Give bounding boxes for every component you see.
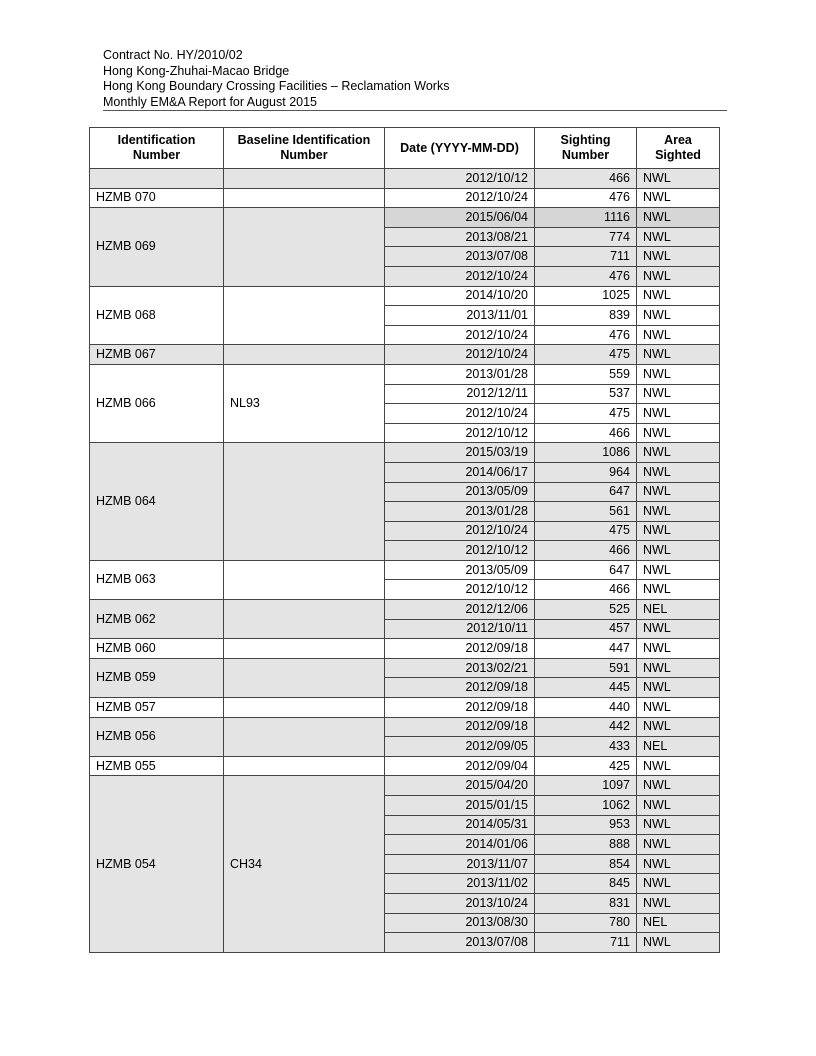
baseline-id-cell bbox=[224, 560, 385, 599]
identification-number-cell: HZMB 054 bbox=[90, 776, 224, 952]
sighting-number-cell: 537 bbox=[535, 384, 637, 404]
area-cell: NWL bbox=[637, 776, 720, 796]
baseline-id-cell bbox=[224, 658, 385, 697]
sighting-number-cell: 466 bbox=[535, 423, 637, 443]
area-cell: NWL bbox=[637, 933, 720, 953]
date-cell: 2012/10/24 bbox=[385, 325, 535, 345]
area-cell: NWL bbox=[637, 364, 720, 384]
table-row bbox=[90, 756, 720, 776]
report-title: Monthly EM&A Report for August 2015 bbox=[103, 94, 318, 109]
area-cell: NWL bbox=[637, 619, 720, 639]
area-cell: NWL bbox=[637, 384, 720, 404]
date-cell: 2013/02/21 bbox=[385, 658, 535, 678]
date-cell: 2014/01/06 bbox=[385, 835, 535, 855]
date-cell: 2013/01/28 bbox=[385, 502, 535, 522]
area-cell: NWL bbox=[637, 227, 720, 247]
sighting-table bbox=[89, 127, 720, 953]
col-header-sighting-number: Sighting Number bbox=[535, 128, 637, 169]
area-cell: NWL bbox=[637, 854, 720, 874]
sighting-number-cell: 831 bbox=[535, 893, 637, 913]
sighting-number-cell: 559 bbox=[535, 364, 637, 384]
date-cell: 2012/10/12 bbox=[385, 580, 535, 600]
table-row bbox=[90, 658, 720, 678]
baseline-id-cell bbox=[224, 717, 385, 756]
sighting-number-cell: 466 bbox=[535, 580, 637, 600]
area-cell: NWL bbox=[637, 462, 720, 482]
area-cell: NWL bbox=[637, 247, 720, 267]
baseline-id-cell bbox=[224, 639, 385, 659]
table-row bbox=[90, 560, 720, 580]
sighting-number-cell: 591 bbox=[535, 658, 637, 678]
sighting-number-cell: 447 bbox=[535, 639, 637, 659]
table-row bbox=[90, 776, 720, 796]
identification-number-cell: HZMB 070 bbox=[90, 188, 224, 208]
identification-number-cell: HZMB 062 bbox=[90, 600, 224, 639]
area-cell: NWL bbox=[637, 874, 720, 894]
date-cell: 2013/07/08 bbox=[385, 247, 535, 267]
sighting-number-cell: 839 bbox=[535, 306, 637, 326]
date-cell: 2012/12/11 bbox=[385, 384, 535, 404]
contract-number: Contract No. HY/2010/02 bbox=[103, 48, 243, 62]
area-cell: NWL bbox=[637, 560, 720, 580]
facility-name: Hong Kong Boundary Crossing Facilities – Reclamation Works bbox=[103, 79, 450, 93]
document-header bbox=[103, 48, 727, 110]
area-cell: NWL bbox=[637, 423, 720, 443]
area-cell: NWL bbox=[637, 835, 720, 855]
area-cell: NWL bbox=[637, 658, 720, 678]
sighting-number-cell: 647 bbox=[535, 560, 637, 580]
table-row bbox=[90, 286, 720, 306]
sighting-number-cell: 888 bbox=[535, 835, 637, 855]
sighting-number-cell: 1116 bbox=[535, 208, 637, 228]
table-body bbox=[90, 169, 720, 953]
area-cell: NWL bbox=[637, 325, 720, 345]
identification-number-cell: HZMB 067 bbox=[90, 345, 224, 365]
date-cell: 2012/10/24 bbox=[385, 521, 535, 541]
project-name: Hong Kong-Zhuhai-Macao Bridge bbox=[103, 63, 290, 78]
area-cell: NEL bbox=[637, 913, 720, 933]
identification-number-cell bbox=[90, 169, 224, 189]
date-cell: 2013/07/08 bbox=[385, 933, 535, 953]
date-cell: 2012/10/12 bbox=[385, 423, 535, 443]
table-row bbox=[90, 188, 720, 208]
col-header-date: Date (YYYY-MM-DD) bbox=[385, 128, 535, 169]
sighting-number-cell: 476 bbox=[535, 266, 637, 286]
area-cell: NWL bbox=[637, 698, 720, 718]
date-cell: 2012/10/24 bbox=[385, 266, 535, 286]
area-cell: NWL bbox=[637, 893, 720, 913]
area-cell: NWL bbox=[637, 306, 720, 326]
sighting-number-cell: 457 bbox=[535, 619, 637, 639]
area-cell: NWL bbox=[637, 188, 720, 208]
sighting-number-cell: 475 bbox=[535, 345, 637, 365]
date-cell: 2014/05/31 bbox=[385, 815, 535, 835]
date-cell: 2015/06/04 bbox=[385, 208, 535, 228]
date-cell: 2015/01/15 bbox=[385, 796, 535, 816]
table-row bbox=[90, 208, 720, 228]
date-cell: 2013/05/09 bbox=[385, 560, 535, 580]
sighting-number-cell: 440 bbox=[535, 698, 637, 718]
sighting-number-cell: 854 bbox=[535, 854, 637, 874]
baseline-id-cell bbox=[224, 169, 385, 189]
area-cell: NWL bbox=[637, 208, 720, 228]
date-cell: 2012/10/24 bbox=[385, 404, 535, 424]
sighting-number-cell: 425 bbox=[535, 756, 637, 776]
date-cell: 2013/11/07 bbox=[385, 854, 535, 874]
date-cell: 2012/10/12 bbox=[385, 169, 535, 189]
area-cell: NWL bbox=[637, 404, 720, 424]
sighting-number-cell: 1062 bbox=[535, 796, 637, 816]
baseline-id-cell bbox=[224, 345, 385, 365]
area-cell: NWL bbox=[637, 345, 720, 365]
sighting-number-cell: 466 bbox=[535, 541, 637, 561]
area-cell: NWL bbox=[637, 639, 720, 659]
sighting-number-cell: 475 bbox=[535, 404, 637, 424]
area-cell: NWL bbox=[637, 580, 720, 600]
area-cell: NWL bbox=[637, 541, 720, 561]
sighting-number-cell: 711 bbox=[535, 933, 637, 953]
date-cell: 2013/08/21 bbox=[385, 227, 535, 247]
baseline-id-cell: CH34 bbox=[224, 776, 385, 952]
identification-number-cell: HZMB 063 bbox=[90, 560, 224, 599]
date-cell: 2012/10/12 bbox=[385, 541, 535, 561]
identification-number-cell: HZMB 069 bbox=[90, 208, 224, 286]
baseline-id-cell bbox=[224, 698, 385, 718]
area-cell: NWL bbox=[637, 678, 720, 698]
col-header-baseline: Baseline Identification Number bbox=[224, 128, 385, 169]
sighting-number-cell: 1025 bbox=[535, 286, 637, 306]
date-cell: 2012/10/24 bbox=[385, 188, 535, 208]
sighting-number-cell: 647 bbox=[535, 482, 637, 502]
date-cell: 2013/11/01 bbox=[385, 306, 535, 326]
date-cell: 2015/04/20 bbox=[385, 776, 535, 796]
date-cell: 2012/09/18 bbox=[385, 639, 535, 659]
date-cell: 2013/01/28 bbox=[385, 364, 535, 384]
baseline-id-cell bbox=[224, 286, 385, 345]
table-row bbox=[90, 443, 720, 463]
sighting-number-cell: 964 bbox=[535, 462, 637, 482]
sighting-number-cell: 780 bbox=[535, 913, 637, 933]
table-row bbox=[90, 169, 720, 189]
area-cell: NWL bbox=[637, 502, 720, 522]
table-row bbox=[90, 698, 720, 718]
date-cell: 2012/09/18 bbox=[385, 698, 535, 718]
area-cell: NWL bbox=[637, 815, 720, 835]
area-cell: NWL bbox=[637, 443, 720, 463]
sighting-number-cell: 953 bbox=[535, 815, 637, 835]
date-cell: 2014/06/17 bbox=[385, 462, 535, 482]
table-row bbox=[90, 364, 720, 384]
identification-number-cell: HZMB 068 bbox=[90, 286, 224, 345]
sighting-number-cell: 466 bbox=[535, 169, 637, 189]
sighting-number-cell: 445 bbox=[535, 678, 637, 698]
sighting-number-cell: 476 bbox=[535, 188, 637, 208]
identification-number-cell: HZMB 059 bbox=[90, 658, 224, 697]
area-cell: NWL bbox=[637, 756, 720, 776]
identification-number-cell: HZMB 066 bbox=[90, 364, 224, 442]
sighting-number-cell: 1086 bbox=[535, 443, 637, 463]
area-cell: NWL bbox=[637, 717, 720, 737]
table-row bbox=[90, 345, 720, 365]
identification-number-cell: HZMB 060 bbox=[90, 639, 224, 659]
date-cell: 2013/05/09 bbox=[385, 482, 535, 502]
sighting-number-cell: 442 bbox=[535, 717, 637, 737]
date-cell: 2013/11/02 bbox=[385, 874, 535, 894]
baseline-id-cell bbox=[224, 188, 385, 208]
sighting-number-cell: 774 bbox=[535, 227, 637, 247]
identification-number-cell: HZMB 056 bbox=[90, 717, 224, 756]
sighting-number-cell: 561 bbox=[535, 502, 637, 522]
date-cell: 2012/09/04 bbox=[385, 756, 535, 776]
header-divider bbox=[103, 110, 727, 111]
baseline-id-cell bbox=[224, 208, 385, 286]
area-cell: NWL bbox=[637, 796, 720, 816]
identification-number-cell: HZMB 057 bbox=[90, 698, 224, 718]
sighting-number-cell: 476 bbox=[535, 325, 637, 345]
date-cell: 2012/12/06 bbox=[385, 600, 535, 620]
area-cell: NWL bbox=[637, 286, 720, 306]
sighting-number-cell: 525 bbox=[535, 600, 637, 620]
date-cell: 2013/08/30 bbox=[385, 913, 535, 933]
date-cell: 2012/09/18 bbox=[385, 678, 535, 698]
sighting-number-cell: 1097 bbox=[535, 776, 637, 796]
sighting-number-cell: 433 bbox=[535, 737, 637, 757]
baseline-id-cell bbox=[224, 600, 385, 639]
area-cell: NWL bbox=[637, 169, 720, 189]
area-cell: NWL bbox=[637, 482, 720, 502]
baseline-id-cell: NL93 bbox=[224, 364, 385, 442]
date-cell: 2012/10/11 bbox=[385, 619, 535, 639]
col-header-area: Area Sighted bbox=[637, 128, 720, 169]
sighting-number-cell: 711 bbox=[535, 247, 637, 267]
area-cell: NEL bbox=[637, 600, 720, 620]
date-cell: 2012/09/18 bbox=[385, 717, 535, 737]
table-row bbox=[90, 717, 720, 737]
identification-number-cell: HZMB 064 bbox=[90, 443, 224, 561]
date-cell: 2012/10/24 bbox=[385, 345, 535, 365]
table-row bbox=[90, 639, 720, 659]
sighting-number-cell: 845 bbox=[535, 874, 637, 894]
area-cell: NEL bbox=[637, 737, 720, 757]
date-cell: 2012/09/05 bbox=[385, 737, 535, 757]
date-cell: 2014/10/20 bbox=[385, 286, 535, 306]
table-row bbox=[90, 600, 720, 620]
area-cell: NWL bbox=[637, 521, 720, 541]
identification-number-cell: HZMB 055 bbox=[90, 756, 224, 776]
date-cell: 2013/10/24 bbox=[385, 893, 535, 913]
date-cell: 2015/03/19 bbox=[385, 443, 535, 463]
table-header-row bbox=[90, 128, 720, 169]
col-header-identification: Identification Number bbox=[90, 128, 224, 169]
baseline-id-cell bbox=[224, 443, 385, 561]
area-cell: NWL bbox=[637, 266, 720, 286]
baseline-id-cell bbox=[224, 756, 385, 776]
sighting-number-cell: 475 bbox=[535, 521, 637, 541]
